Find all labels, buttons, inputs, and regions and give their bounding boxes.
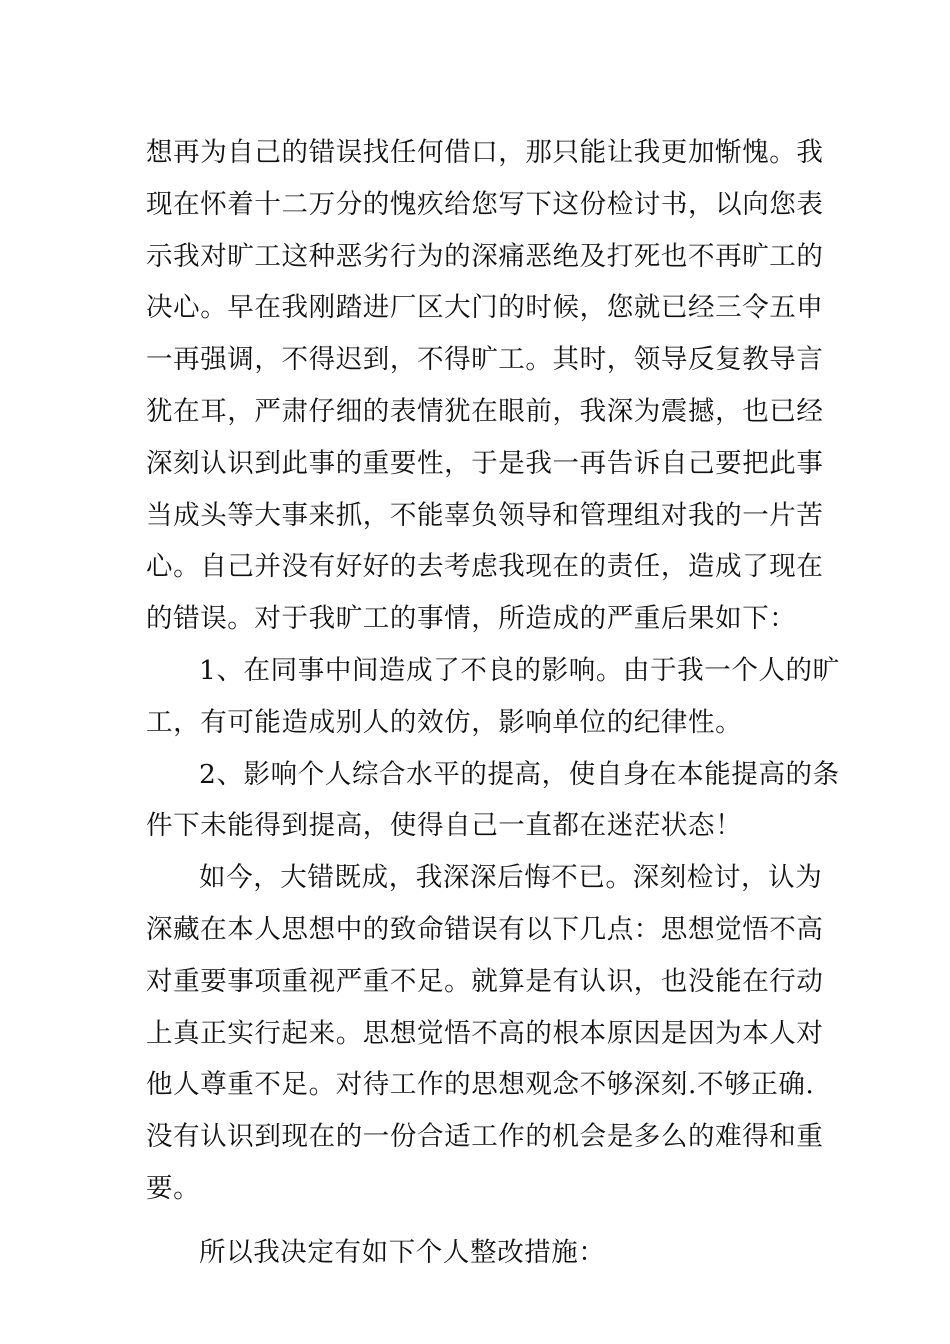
text-line: 2、影响个人综合水平的提高，使自身在本能提高的条 xyxy=(199,758,840,790)
text-line: 心。自己并没有好好的去考虑我现在的责任，造成了现在 xyxy=(146,551,824,583)
text-line: 决心。早在我刚踏进厂区大门的时候，您就已经三令五申 xyxy=(146,292,824,324)
text-line: 的错误。对于我旷工的事情，所造成的严重后果如下： xyxy=(146,603,797,635)
text-line: 深藏在本人思想中的致命错误有以下几点：思想觉悟不高 xyxy=(146,913,824,945)
text-line: 示我对旷工这种恶劣行为的深痛恶绝及打死也不再旷工的 xyxy=(146,240,824,272)
text-line: 当成头等大事来抓，不能辜负领导和管理组对我的一片苦 xyxy=(146,499,824,531)
text-line: 如今，大错既成，我深深后悔不已。深刻检讨，认为 xyxy=(199,862,823,894)
text-line: 所以我决定有如下个人整改措施： xyxy=(199,1236,606,1268)
text-line: 现在怀着十二万分的愧疚给您写下这份检讨书，以向您表 xyxy=(146,188,824,220)
text-line: 1、在同事中间造成了不良的影响。由于我一个人的旷 xyxy=(199,654,840,686)
text-line: 犹在耳，严肃仔细的表情犹在眼前，我深为震撼，也已经 xyxy=(146,395,824,427)
text-line: 件下未能得到提高，使得自己一直都在迷茫状态！ xyxy=(146,810,743,842)
text-line: 要。 xyxy=(146,1172,201,1204)
text-line: 工，有可能造成别人的效仿，影响单位的纪律性。 xyxy=(146,706,743,738)
text-line: 想再为自己的错误找任何借口，那只能让我更加惭愧。我 xyxy=(146,137,824,168)
document-body xyxy=(146,127,840,1279)
text-line: 他人尊重不足。对待工作的思想观念不够深刻.不够正确. xyxy=(146,1069,815,1101)
text-line: 对重要事项重视严重不足。就算是有认识，也没能在行动 xyxy=(146,965,824,997)
text-line: 没有认识到现在的一份合适工作的机会是多么的难得和重 xyxy=(146,1121,824,1153)
text-line: 一再强调，不得迟到，不得旷工。其时，领导反复教导言 xyxy=(146,344,824,376)
paragraph-gap xyxy=(146,1215,808,1227)
text-line: 上真正实行起来。思想觉悟不高的根本原因是因为本人对 xyxy=(146,1017,824,1049)
text-line: 深刻认识到此事的重要性，于是我一再告诉自己要把此事 xyxy=(146,447,824,479)
